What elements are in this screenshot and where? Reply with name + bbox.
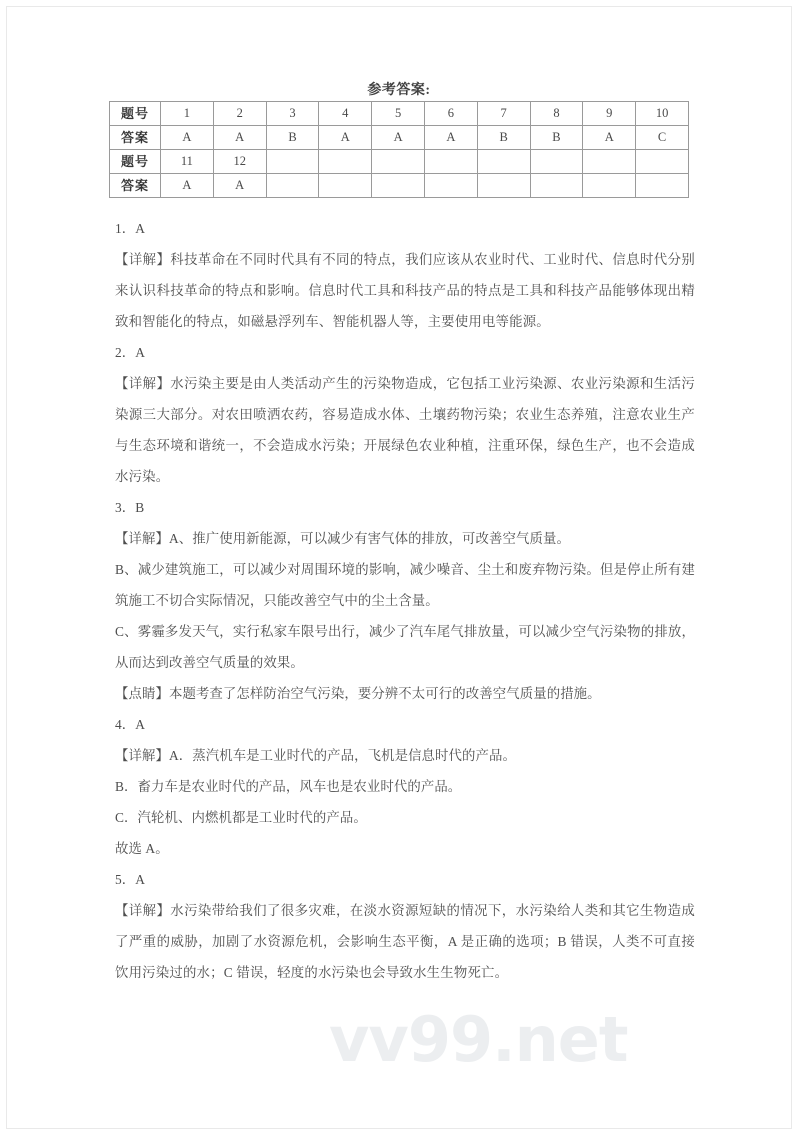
explanation-detail-5: 【详解】水污染带给我们了很多灾难，在淡水资源短缺的情况下，水污染给人类和其它生物造成了严重的威胁，加剧了水资源危机，会影响生态平衡，A 是正确的选项；B 错误，人类不可直接饮用污染过的水；C 错误，轻度的水污染也会导致水生生物死亡。: [115, 903, 695, 980]
explanation-number-5: 5．A: [115, 872, 146, 887]
table-row: [110, 150, 689, 174]
table-cell: [424, 174, 477, 198]
explanation-number-2: 2．A: [115, 345, 146, 360]
table-cell: A: [319, 126, 372, 150]
explanation-detail-4-b: B．畜力车是农业时代的产品，风车也是农业时代的产品。: [115, 779, 462, 794]
table-cell: [636, 174, 689, 198]
table-cell: [477, 174, 530, 198]
table-cell: 10: [636, 102, 689, 126]
table-row: [110, 126, 689, 150]
table-cell: A: [161, 174, 214, 198]
table-cell: 4: [319, 102, 372, 126]
row-label: 答案: [110, 174, 161, 198]
table-cell: 6: [424, 102, 477, 126]
table-cell: A: [424, 126, 477, 150]
table-cell: [372, 150, 425, 174]
table-cell: [266, 174, 319, 198]
table-cell: A: [161, 126, 214, 150]
explanation-detail-3-c: C、雾霾多发天气，实行私家车限号出行，减少了汽车尾气排放量，可以减少空气污染物的排放，从而达到改善空气质量的效果。: [115, 624, 695, 670]
table-cell: [319, 150, 372, 174]
table-row: [110, 102, 689, 126]
table-cell: 5: [372, 102, 425, 126]
table-cell: A: [372, 126, 425, 150]
explanation-number-3: 3．B: [115, 500, 145, 515]
explanation-number-4: 4．A: [115, 717, 146, 732]
table-cell: [583, 174, 636, 198]
row-label: 题号: [110, 150, 161, 174]
table-cell: 12: [213, 150, 266, 174]
table-cell: A: [213, 174, 266, 198]
table-cell: 1: [161, 102, 214, 126]
document-page: [6, 6, 792, 1129]
table-cell: 9: [583, 102, 636, 126]
table-cell: [583, 150, 636, 174]
explanation-detail-1: 【详解】科技革命在不同时代具有不同的特点，我们应该从农业时代、工业时代、信息时代分别来认识科技革命的特点和影响。信息时代工具和科技产品的特点是工具和科技产品能够体现出精致和智能化的特点，如磁悬浮列车、智能机器人等，主要使用电等能源。: [115, 252, 695, 329]
site-watermark: vv99.net: [329, 1003, 628, 1076]
page-title: 参考答案:: [367, 83, 431, 98]
row-label: 答案: [110, 126, 161, 150]
explanation-detail-4-a: 【详解】A．蒸汽机车是工业时代的产品，飞机是信息时代的产品。: [115, 748, 516, 763]
table-cell: 11: [161, 150, 214, 174]
explanation-keypoint-3: 【点睛】本题考查了怎样防治空气污染，要分辨不太可行的改善空气质量的措施。: [115, 686, 601, 701]
table-cell: [266, 150, 319, 174]
table-cell: 2: [213, 102, 266, 126]
explanation-detail-3-b: B、减少建筑施工，可以减少对周围环境的影响，减少噪音、尘土和废弃物污染。但是停止所有建筑施工不切合实际情况，只能改善空气中的尘土含量。: [115, 562, 695, 608]
explanation-conclusion-4: 故选 A。: [115, 841, 169, 856]
explanations-body: [115, 213, 695, 988]
table-cell: [424, 150, 477, 174]
explanation-detail-2: 【详解】水污染主要是由人类活动产生的污染物造成，它包括工业污染源、农业污染源和生活污染源三大部分。对农田喷洒农药，容易造成水体、土壤药物污染；农业生态养殖，注意农业生产与生态环境和谐统一，不会造成水污染；开展绿色农业种植，注重环保，绿色生产，也不会造成水污染。: [115, 376, 695, 484]
explanation-detail-4-c: C．汽轮机、内燃机都是工业时代的产品。: [115, 810, 367, 825]
row-label: 题号: [110, 102, 161, 126]
table-cell: A: [213, 126, 266, 150]
table-cell: [319, 174, 372, 198]
table-cell: [477, 150, 530, 174]
table-cell: B: [530, 126, 583, 150]
explanation-number-1: 1．A: [115, 221, 146, 236]
table-cell: [530, 174, 583, 198]
table-cell: [372, 174, 425, 198]
table-cell: [530, 150, 583, 174]
table-row: [110, 174, 689, 198]
explanation-detail-3-a: 【详解】A、推广使用新能源，可以减少有害气体的排放，可改善空气质量。: [115, 531, 570, 546]
table-cell: B: [266, 126, 319, 150]
table-cell: 3: [266, 102, 319, 126]
table-cell: A: [583, 126, 636, 150]
table-cell: 8: [530, 102, 583, 126]
table-cell: [636, 150, 689, 174]
table-cell: 7: [477, 102, 530, 126]
answer-key-table: [109, 101, 689, 198]
table-cell: B: [477, 126, 530, 150]
table-cell: C: [636, 126, 689, 150]
